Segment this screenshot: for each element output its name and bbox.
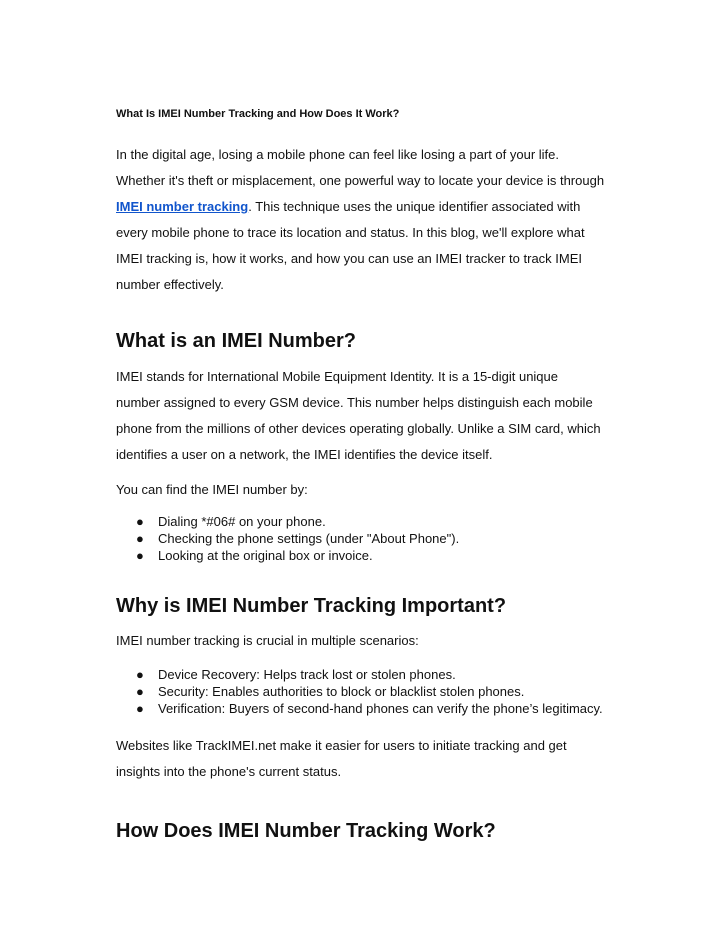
intro-line: IMEI tracking is, how it works, and how you can use an IMEI tracker to track IMEI bbox=[116, 251, 583, 266]
bullet-icon: ● bbox=[136, 531, 144, 546]
paragraph-line: Websites like TrackIMEI.net make it easier for users to initiate tracking and get bbox=[116, 738, 567, 753]
section-heading-what-is-imei: What is an IMEI Number? bbox=[116, 330, 357, 352]
paragraph-line: number assigned to every GSM device. This number helps distinguish each mobile bbox=[116, 395, 593, 410]
section-heading-why-important: Why is IMEI Number Tracking Important? bbox=[116, 595, 507, 617]
bullet-icon: ● bbox=[136, 514, 144, 529]
bullet-icon: ● bbox=[136, 684, 144, 699]
list-item: ● Security: Enables authorities to block or blacklist stolen phones. bbox=[136, 684, 525, 699]
bullet-icon: ● bbox=[136, 548, 144, 563]
intro-line: Whether it's theft or misplacement, one powerful way to locate your device is through bbox=[116, 173, 605, 188]
importance-list bbox=[116, 666, 636, 717]
intro-line: In the digital age, losing a mobile phone can feel like losing a part of your life. bbox=[116, 147, 559, 162]
document-title: What Is IMEI Number Tracking and How Does It Work? bbox=[116, 108, 400, 120]
list-item: ● Checking the phone settings (under "About Phone"). bbox=[136, 531, 460, 546]
find-imei-text: You can find the IMEI number by: bbox=[116, 482, 308, 497]
section2-paragraph bbox=[116, 733, 636, 785]
paragraph-line: identifies a user on a network, the IMEI identifies the device itself. bbox=[116, 447, 493, 462]
section2-intro: IMEI number tracking is crucial in multiple scenarios: bbox=[116, 633, 419, 648]
intro-line bbox=[116, 194, 636, 220]
list-item: ● Device Recovery: Helps track lost or stolen phones. bbox=[136, 667, 456, 682]
intro-line: number effectively. bbox=[116, 277, 224, 292]
intro-paragraph bbox=[116, 142, 636, 298]
bullet-icon: ● bbox=[136, 701, 144, 716]
intro-line-rest: . This technique uses the unique identifier associated with bbox=[248, 199, 581, 214]
section1-paragraph bbox=[116, 364, 636, 468]
intro-line: every mobile phone to trace its location and status. In this blog, we'll explore what bbox=[116, 225, 585, 240]
find-imei-list bbox=[116, 513, 636, 564]
list-item: ● Verification: Buyers of second-hand phones can verify the phone’s legitimacy. bbox=[136, 701, 603, 716]
imei-tracking-link[interactable]: IMEI number tracking bbox=[116, 199, 249, 214]
paragraph-line: phone from the millions of other devices operating globally. Unlike a SIM card, which bbox=[116, 421, 601, 436]
section-heading-how-it-works: How Does IMEI Number Tracking Work? bbox=[116, 820, 496, 842]
list-item: ● Looking at the original box or invoice. bbox=[136, 548, 373, 563]
list-item: ● Dialing *#06# on your phone. bbox=[136, 514, 326, 529]
paragraph-line: insights into the phone's current status. bbox=[116, 764, 342, 779]
paragraph-line: IMEI stands for International Mobile Equipment Identity. It is a 15-digit unique bbox=[116, 369, 558, 384]
bullet-icon: ● bbox=[136, 667, 144, 682]
